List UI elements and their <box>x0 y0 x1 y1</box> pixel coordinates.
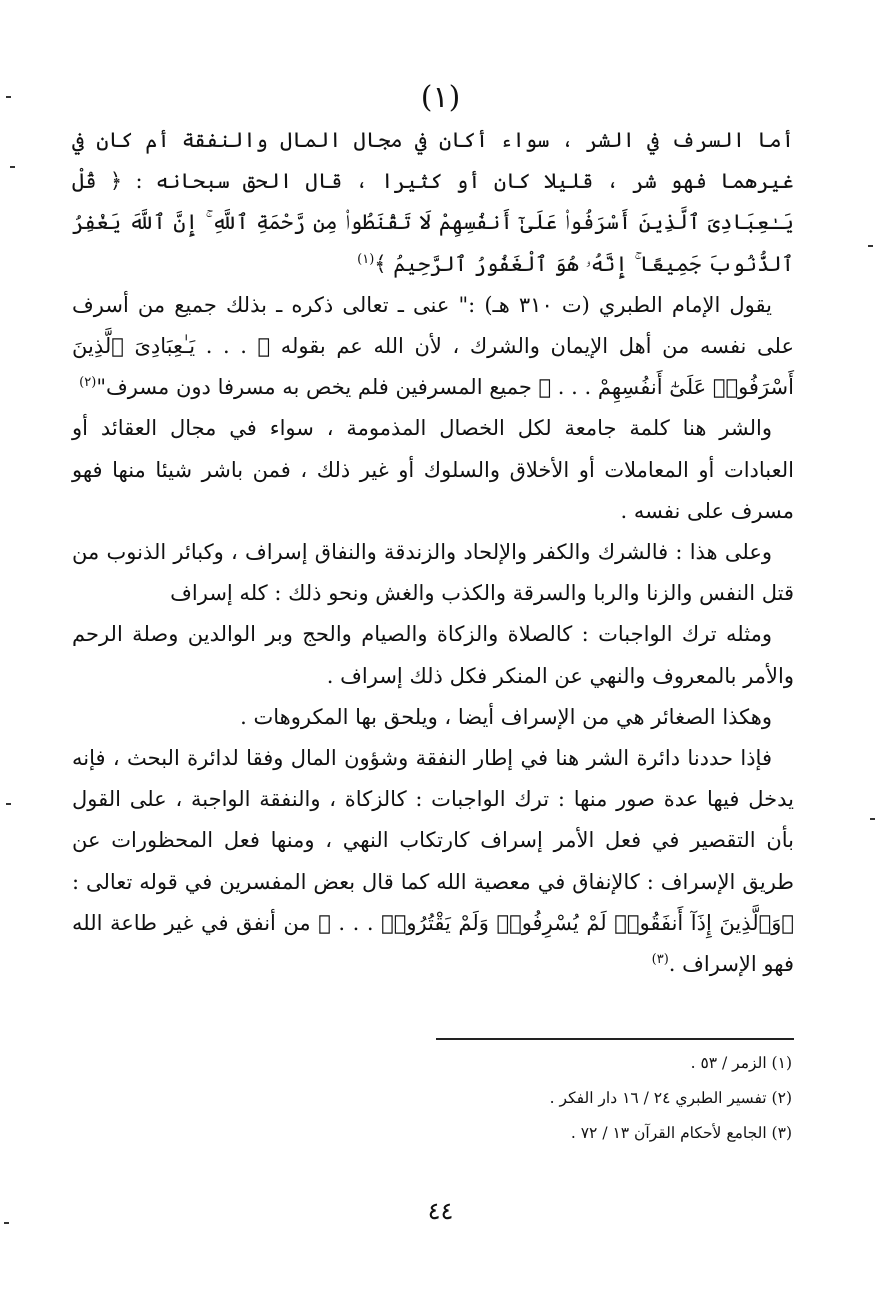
paragraph-1-text: أما السرف في الشر ، سواء أكان في مجال المال والنفقة أم كان في غيرهما فهو شر ، قليلا كان أو كثيرا ، قال الحق سبحانه : ﴿ قُلْ يَـٰعِبَادِىَ ٱلَّذِينَ أَسْرَفُوا۟ عَلَىٰٓ أَنفُسِهِمْ لَا تَقْنَطُوا۟ مِن رَّحْمَةِ ٱللَّهِ ۚ إِنَّ ٱللَّهَ يَغْفِرُ ٱلذُّنُوبَ جَمِيعًا ۚ إِنَّهُۥ هُوَ ٱلْغَفُورُ ٱلرَّحِيمُ ﴾ <box>72 128 794 276</box>
footnote-ref-3: (٣) <box>651 952 669 968</box>
paragraph-7 <box>72 738 794 985</box>
scan-mark <box>6 96 11 98</box>
scan-mark <box>868 245 873 247</box>
footnote-2: (٢) تفسير الطبري ٢٤ / ١٦ دار الفكر . <box>549 1089 792 1107</box>
paragraph-7-text: فإذا حددنا دائرة الشر هنا في إطار النفقة وشؤون المال وفقا لدائرة البحث ، فإنه يدخل فيها عدة صور منها : ترك الواجبات : كالزكاة ، والنفقة الواجبة ، على القول بأن التقصير في فعل الأمر إسراف كارتكاب النهي ، ومنها فعل المحظورات عن طريق الإسراف : كالإنفاق في معصية الله كما قال بعض المفسرين في قوله تعالى : ﴿وَٱلَّذِينَ إِذَآ أَنفَقُوا۟ لَمْ يُسْرِفُوا۟ وَلَمْ يَقْتُرُوا۟ . . . ﴾ من أنفق في غير طاعة الله فهو الإسراف . <box>72 746 794 977</box>
main-text <box>72 120 794 985</box>
footnote-ref-2: (٢) <box>79 375 97 391</box>
scan-mark <box>6 803 11 805</box>
scan-mark <box>10 166 15 168</box>
scan-mark <box>4 1222 9 1224</box>
paragraph-3: والشر هنا كلمة جامعة لكل الخصال المذمومة ، سواء في مجال العقائد أو العبادات أو المعاملات أو الأخلاق والسلوك أو غير ذلك ، فمن باشر شيئا منها فهو مسرف على نفسه . <box>72 416 794 523</box>
paragraph-2 <box>72 285 794 409</box>
paragraph-4: وعلى هذا : فالشرك والكفر والإلحاد والزندقة والنفاق إسراف ، وكبائر الذنوب من قتل النفس والزنا والربا والسرقة والكذب والغش ونحو ذلك : كله إسراف <box>72 540 794 606</box>
footnote-ref-1: (١) <box>357 251 375 267</box>
footnote-3: (٣) الجامع لأحكام القرآن ١٣ / ٧٢ . <box>570 1124 792 1142</box>
footnote-1: (١) الزمر / ٥٣ . <box>690 1054 792 1072</box>
paragraph-1 <box>72 120 794 285</box>
page-number: ٤٤ <box>427 1197 454 1225</box>
paragraph-2-text: يقول الإمام الطبري (ت ٣١٠ هـ) :" عنى ـ تعالى ذكره ـ بذلك جميع من أسرف على نفسه من أهل الإيمان والشرك ، لأن الله عم بقوله ﴿ . . . يَـٰعِبَادِىَ ٱلَّذِينَ أَسْرَفُوا۟ عَلَىٰٓ أَنفُسِهِمْ . . . ﴾ جميع المسرفين فلم يخص به مسرفا دون مسرف" <box>72 292 794 400</box>
footnotes <box>300 1046 792 1151</box>
paragraph-6: وهكذا الصغائر هي من الإسراف أيضا ، ويلحق بها المكروهات . <box>240 704 772 729</box>
scan-mark <box>870 818 875 820</box>
paragraph-5: ومثله ترك الواجبات : كالصلاة والزكاة والصيام والحج وبر الوالدين وصلة الرحم والأمر بالمعروف والنهي عن المنكر فكل ذلك إسراف . <box>72 622 794 688</box>
footnote-separator <box>436 1038 794 1040</box>
section-number: (١) <box>420 80 461 115</box>
